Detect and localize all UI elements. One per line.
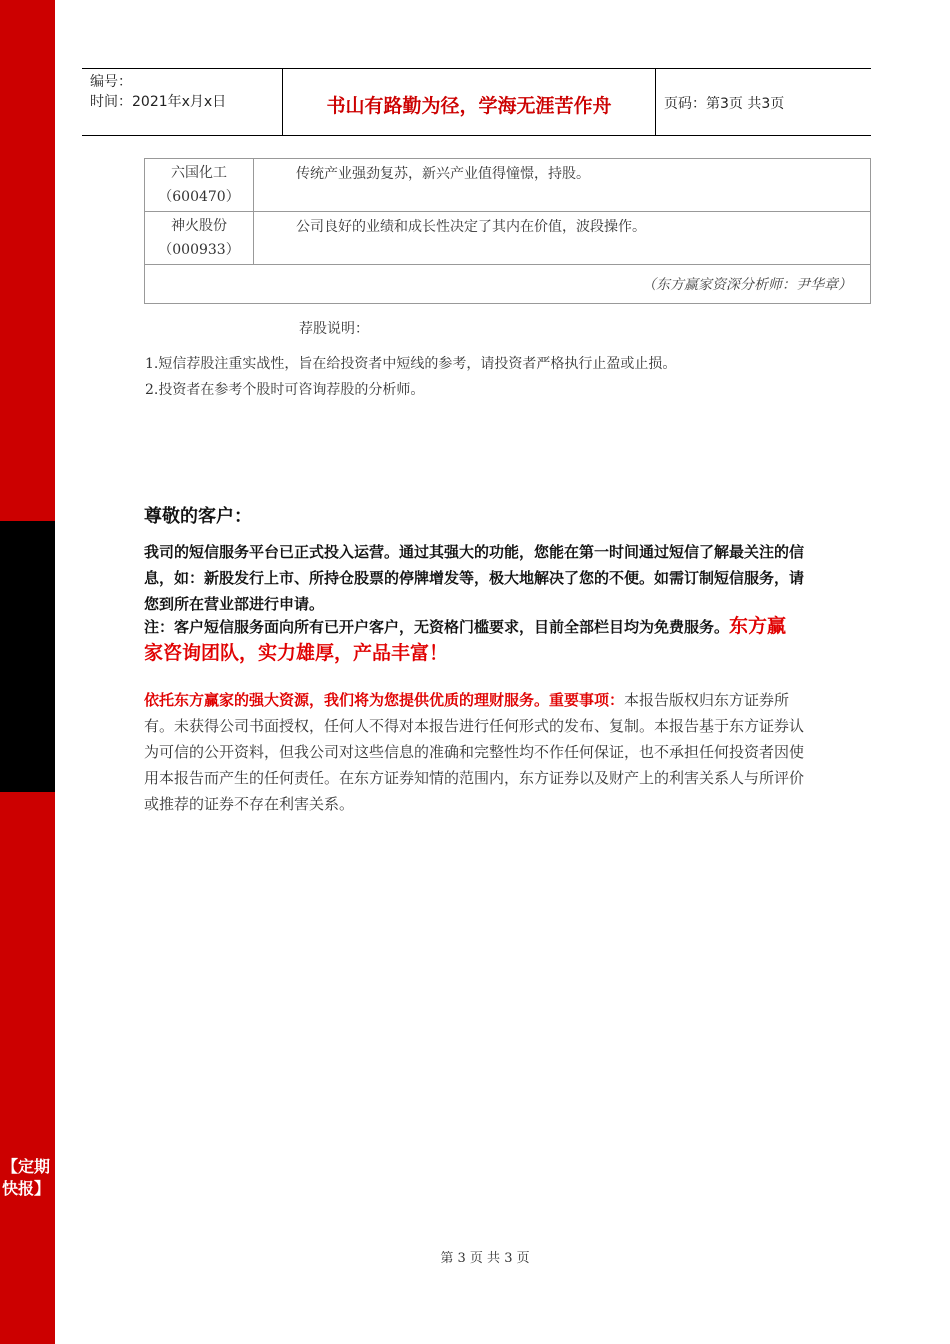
page-footer: 第 3 页 共 3 页 <box>440 1251 530 1266</box>
left-black-band <box>0 521 55 792</box>
stock-name: 六国化工 <box>171 165 227 181</box>
time-label: 时间：2021年x月x日 <box>90 94 227 110</box>
page-header <box>82 68 871 136</box>
disclaimer-text: 本报告版权归东方证券所有。未获得公司书面授权，任何人不得对本报告进行任何形式的发布、复制。本报告基于东方证券认为可信的公开资料，但我公司对这些信息的准确和完整性均不作任何保证，也不承担任何投资者因使用本报告而产生的任何责任。在东方证券知情的范围内，东方证券以及财产上的利害关系人与所评价或推荐的证券不存在利害关系。 <box>144 691 805 813</box>
notes-title: 荐股说明： <box>299 321 369 337</box>
header-page-label: 页码：第3页 共3页 <box>664 96 785 112</box>
stock-name-cell <box>145 212 254 265</box>
disclaimer-paragraph <box>144 687 804 817</box>
number-label: 编号： <box>90 74 132 90</box>
slogan: 东方赢家咨询团队，实力雄厚，产品丰富！ <box>144 615 787 664</box>
greeting: 尊敬的客户： <box>144 506 252 527</box>
analyst-credit: （东方赢家资深分析师：尹华章） <box>145 265 871 304</box>
note-item: 1.短信荐股注重实战性，旨在给投资者中短线的参考，请投资者严格执行止盈或止损。 <box>145 356 677 372</box>
service-note: 注：客户短信服务面向所有已开户客户，无资格门槛要求，目前全部栏目均为免费服务。 <box>144 618 730 636</box>
sidebar-label: 【定期快报】 <box>2 1157 51 1198</box>
disclaimer-intro: 依托东方赢家的强大资源，我们将为您提供优质的理财服务。重要事项： <box>144 691 625 709</box>
table-row <box>145 265 871 304</box>
stock-table <box>144 158 871 304</box>
header-motto: 书山有路勤为径，学海无涯苦作舟 <box>283 69 656 135</box>
stock-code: （600470） <box>158 189 240 205</box>
stock-name-cell <box>145 159 254 212</box>
header-meta <box>82 69 283 135</box>
stock-comment: 公司良好的业绩和成长性决定了其内在价值，波段操作。 <box>254 212 871 265</box>
letter-paragraph-2 <box>144 613 804 667</box>
stock-comment: 传统产业强劲复苏，新兴产业值得憧憬，持股。 <box>254 159 871 212</box>
note-item: 2.投资者在参考个股时可咨询荐股的分析师。 <box>145 382 425 398</box>
stock-name: 神火股份 <box>171 218 227 234</box>
table-row <box>145 159 871 212</box>
letter-paragraph-1: 我司的短信服务平台已正式投入运营。通过其强大的功能，您能在第一时间通过短信了解最关注的信息，如：新股发行上市、所持仓股票的停牌增发等，极大地解决了您的不便。如需订制短信服务，请您到所在营业部进行申请。 <box>144 543 805 613</box>
table-row <box>145 212 871 265</box>
stock-code: （000933） <box>158 242 240 258</box>
